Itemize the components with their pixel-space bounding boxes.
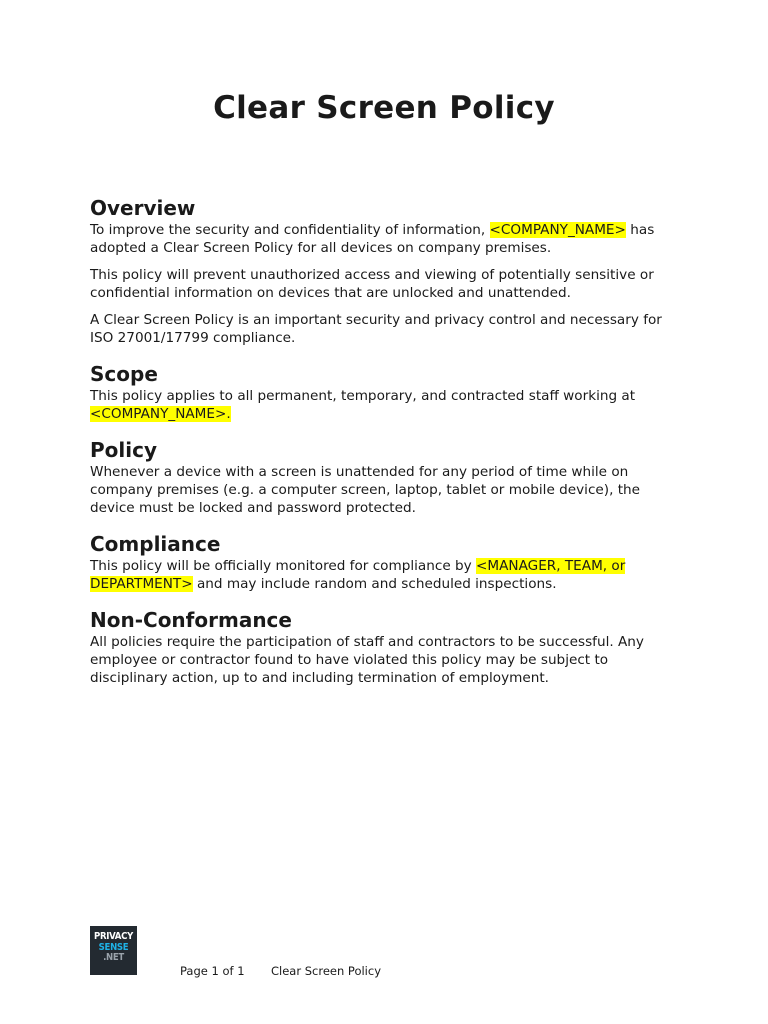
section-compliance [90,531,680,593]
document-title: Clear Screen Policy [213,90,555,126]
compliance-text-before: This policy will be officially monitored for compliance by [90,558,477,574]
manager-team-placeholder: <MANAGER, TEAM, or DEPARTMENT> [90,558,626,592]
company-name-placeholder: <COMPANY_NAME> [489,222,626,238]
section-heading-scope: Scope [90,362,158,386]
footer-page-number: Page 1 of 1 [180,964,245,978]
document-body [90,195,680,696]
section-heading-policy: Policy [90,438,158,462]
footer-document-title: Clear Screen Policy [271,964,382,978]
section-heading-overview: Overview [90,196,196,220]
section-non-conformance [90,607,680,687]
section-heading-compliance: Compliance [90,532,221,556]
compliance-text-after: and may include random and scheduled inspections. [192,576,557,592]
scope-text-before: This policy applies to all permanent, temporary, and contracted staff working at [90,388,636,404]
section-policy [90,437,680,517]
section-overview [90,195,680,347]
non-conformance-paragraph-1: All policies require the participation of staff and contractors to be successful. Any employee or contractor found to have violated this policy may be subject to disciplinary action, up to and including termination of employment. [90,634,644,686]
overview-paragraph-1 [90,221,680,257]
compliance-paragraph-1 [90,557,680,593]
logo-line-3: .NET [103,952,124,963]
overview-paragraph-2: This policy will prevent unauthorized access and viewing of potentially sensitive or confidential information on devices that are unlocked and unattended. [90,267,654,301]
scope-paragraph-1 [90,387,680,423]
logo-line-2: SENSE [98,941,129,953]
page-footer [90,926,690,976]
overview-text-after: has adopted a Clear Screen Policy for all devices on company premises. [90,222,655,256]
company-name-placeholder: <COMPANY_NAME>. [90,406,231,422]
section-scope [90,361,680,423]
overview-text-before: To improve the security and confidentiality of information, [90,222,490,238]
overview-paragraph-3: A Clear Screen Policy is an important security and privacy control and necessary for ISO 27001/17799 compliance. [90,312,662,346]
policy-paragraph-1: Whenever a device with a screen is unattended for any period of time while on company premises (e.g. a computer screen, laptop, tablet or mobile device), the device must be locked and password protected. [90,464,641,516]
logo-line-1: PRIVACY [94,931,133,942]
privacy-sense-logo [90,926,137,975]
section-heading-non-conformance: Non-Conformance [90,608,292,632]
